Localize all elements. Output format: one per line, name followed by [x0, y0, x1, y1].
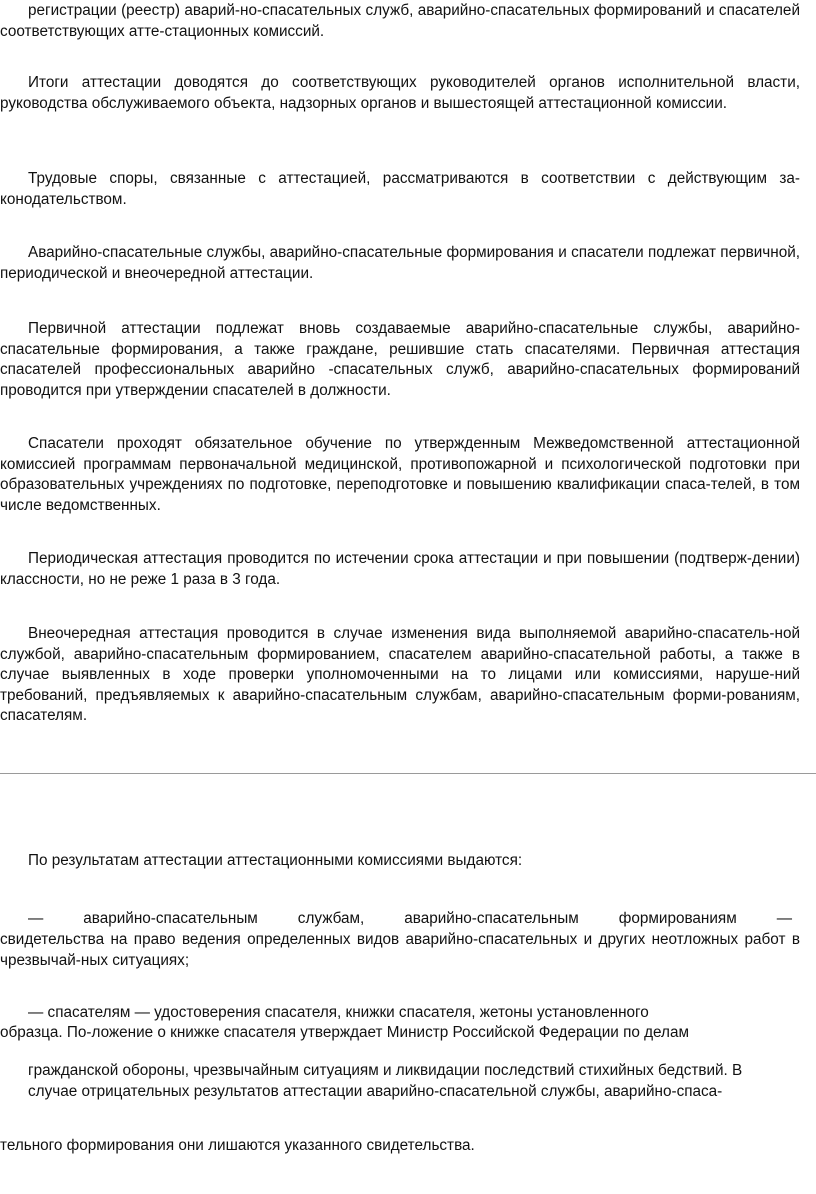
list-item-rescuers: — спасателям — удостоверения спасателя, книжки спасателя, жетоны установленного	[28, 1004, 649, 1021]
paragraph-registry: регистрации (реестр) аварий-но-спасательных служб, аварийно-спасательных формирований и спасателей соответствующих атте-стационных комиссий.	[0, 2, 800, 40]
paragraph-attestation-types: Аварийно-спасательные службы, аварийно-спасательные формирования и спасатели подлежат первичной, периодической и внеочередной аттестации.	[0, 244, 800, 282]
horizontal-divider	[0, 773, 816, 774]
paragraph-primary-attestation: Первичной аттестации подлежат вновь создаваемые аварийно-спасательные службы, аварийно-спасательные формирования, а также граждане, решившие стать спасателями. Первичная аттестация спасателей профессиональных аварийно -спасательных служб, аварийно-спасательных формирований проводится при утверждении спасателей в должности.	[0, 320, 800, 399]
paragraph-mandatory-training: Спасатели проходят обязательное обучение по утвержденным Межведомственной аттестационной комиссией программам первоначальной медицинской, противопожарной и психологической подготовки при образовательных учреждениях по подготовке, переподготовке и повышению квалификации спаса-телей, в том числе ведомственных.	[0, 435, 800, 514]
list-dash: —	[776, 910, 792, 927]
list-item-services-continuation: свидетельства на право ведения определенных видов аварийно-спасательных и других неотложных работ в чрезвычай-ных ситуациях;	[0, 931, 800, 969]
paragraph-issued-documents-intro: По результатам аттестации аттестационными комиссиями выдаются:	[28, 852, 523, 869]
list-word: аварийно-спасательным	[83, 910, 258, 927]
paragraph-revocation: тельного формирования они лишаются указанного свидетельства.	[0, 1137, 475, 1154]
paragraph-periodic-attestation: Периодическая аттестация проводится по истечении срока аттестации и при повышении (подтверж-дении) классности, но не реже 1 раза в 3 года.	[0, 550, 800, 588]
list-dash: —	[28, 910, 44, 927]
paragraph-extraordinary-attestation: Внеочередная аттестация проводится в случае изменения вида выполняемой аварийно-спасатель-ной службой, аварийно-спасательным формированием, спасателем аварийно-спасательной работы, а также в случае выявленных в ходе проверки уполномоченными на то лицами или комиссиями, наруше-ний требований, предъявляемых к аварийно-спасательным службам, аварийно-спасательным форми-рованиям, спасателям.	[0, 625, 800, 725]
paragraph-negative-results-line: случае отрицательных результатов аттестации аварийно-спасательной службы, аварийно-спаса-	[28, 1083, 723, 1100]
paragraph-ministry-line: гражданской обороны, чрезвычайным ситуациям и ликвидации последствий стихийных бедствий. В	[28, 1062, 743, 1079]
paragraph-labor-disputes: Трудовые споры, связанные с аттестацией, рассматриваются в соответствии с действующим за-конодательством.	[0, 170, 800, 208]
list-item-rescuers-continuation: образца. По-ложение о книжке спасателя утверждает Министр Российской Федерации по делам	[0, 1024, 690, 1041]
list-word: аварийно-спасательным	[404, 910, 579, 927]
list-word: формированиям	[618, 910, 737, 927]
paragraph-results-communicated: Итоги аттестации доводятся до соответствующих руководителей органов исполнительной власти, руководства обслуживаемого объекта, надзорных органов и вышестоящей аттестационной комиссии.	[0, 74, 800, 112]
list-word: службам,	[297, 910, 365, 927]
list-item-services-first-line	[28, 909, 792, 930]
